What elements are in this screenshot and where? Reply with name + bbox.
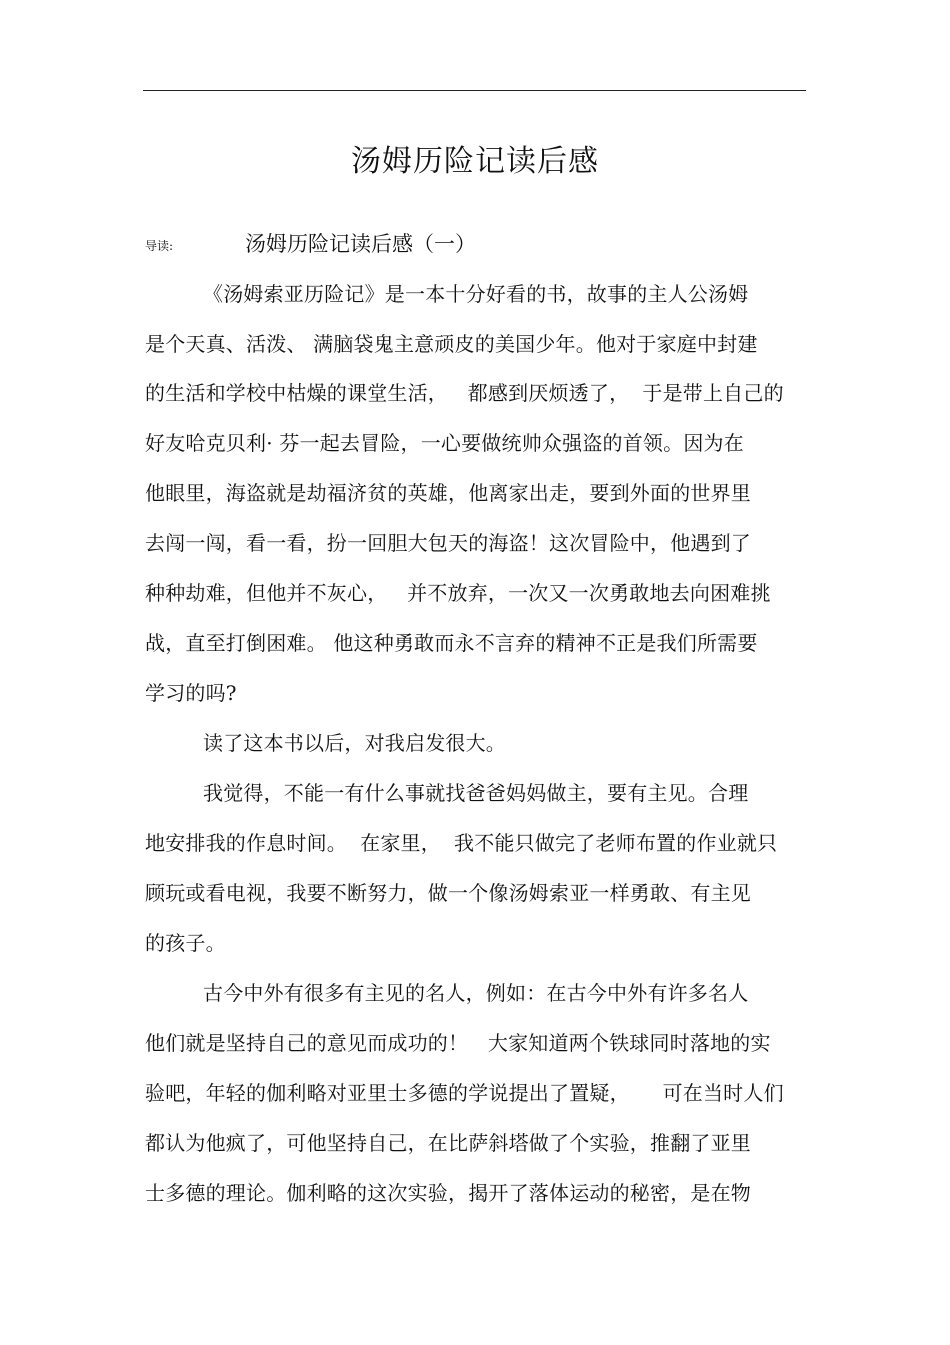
text-line: 古今中外有很多有主见的名人，例如：在古今中外有许多名人 [203, 981, 749, 1005]
text-line: 是个天真、活泼、 满脑袋鬼主意顽皮的美国少年。他对于家庭中封建 [145, 332, 758, 356]
text-line: 学习的吗? [145, 681, 237, 705]
text-line: 顾玩或看电视，我要不断努力，做一个像汤姆索亚一样勇敢、有主见 [145, 881, 751, 905]
text-line: 他眼里，海盗就是劫福济贫的英雄，他离家出走，要到外面的世界里 [145, 481, 751, 505]
text-line: 读了这本书以后，对我启发很大。 [203, 731, 506, 755]
text-line: 我觉得，不能一有什么事就找爸爸妈妈做主，要有主见。合理 [203, 781, 749, 805]
text-line: 战，直至打倒困难。 他这种勇敢而永不言弃的精神不正是我们所需要 [145, 631, 758, 655]
text-line: 他们就是坚持自己的意见而成功的！ 大家知道两个铁球同时落地的实 [145, 1031, 771, 1055]
lead-subtitle: 汤姆历险记读后感（一） [245, 232, 476, 256]
text-line: 地安排我的作息时间。 在家里， 我不能只做完了老师布置的作业就只 [145, 831, 778, 855]
text-line: 都认为他疯了，可他坚持自己，在比萨斜塔做了个实验，推翻了亚里 [145, 1131, 751, 1155]
text-line: 验吧，年轻的伽利略对亚里士多德的学说提出了置疑， 可在当时人们 [145, 1081, 784, 1105]
text-line: 好友哈克贝利· 芬一起去冒险，一心要做统帅众强盗的首领。因为在 [145, 431, 744, 455]
text-line: 士多德的理论。伽利略的这次实验，揭开了落体运动的秘密，是在物 [145, 1181, 751, 1205]
top-rule [143, 90, 806, 91]
lead-label: 导读: [145, 239, 174, 253]
text-line: 去闯一闯，看一看，扮一回胆大包天的海盗！这次冒险中，他遇到了 [145, 531, 751, 555]
text-line: 的生活和学校中枯燥的课堂生活， 都感到厌烦透了， 于是带上自己的 [145, 381, 784, 405]
text-line: 《汤姆索亚历险记》是一本十分好看的书，故事的主人公汤姆 [203, 282, 749, 306]
document-title: 汤姆历险记读后感 [351, 144, 599, 179]
text-line: 种种劫难，但他并不灰心， 并不放弃，一次又一次勇敢地去向困难挑 [145, 581, 771, 605]
text-line: 的孩子。 [145, 931, 226, 955]
